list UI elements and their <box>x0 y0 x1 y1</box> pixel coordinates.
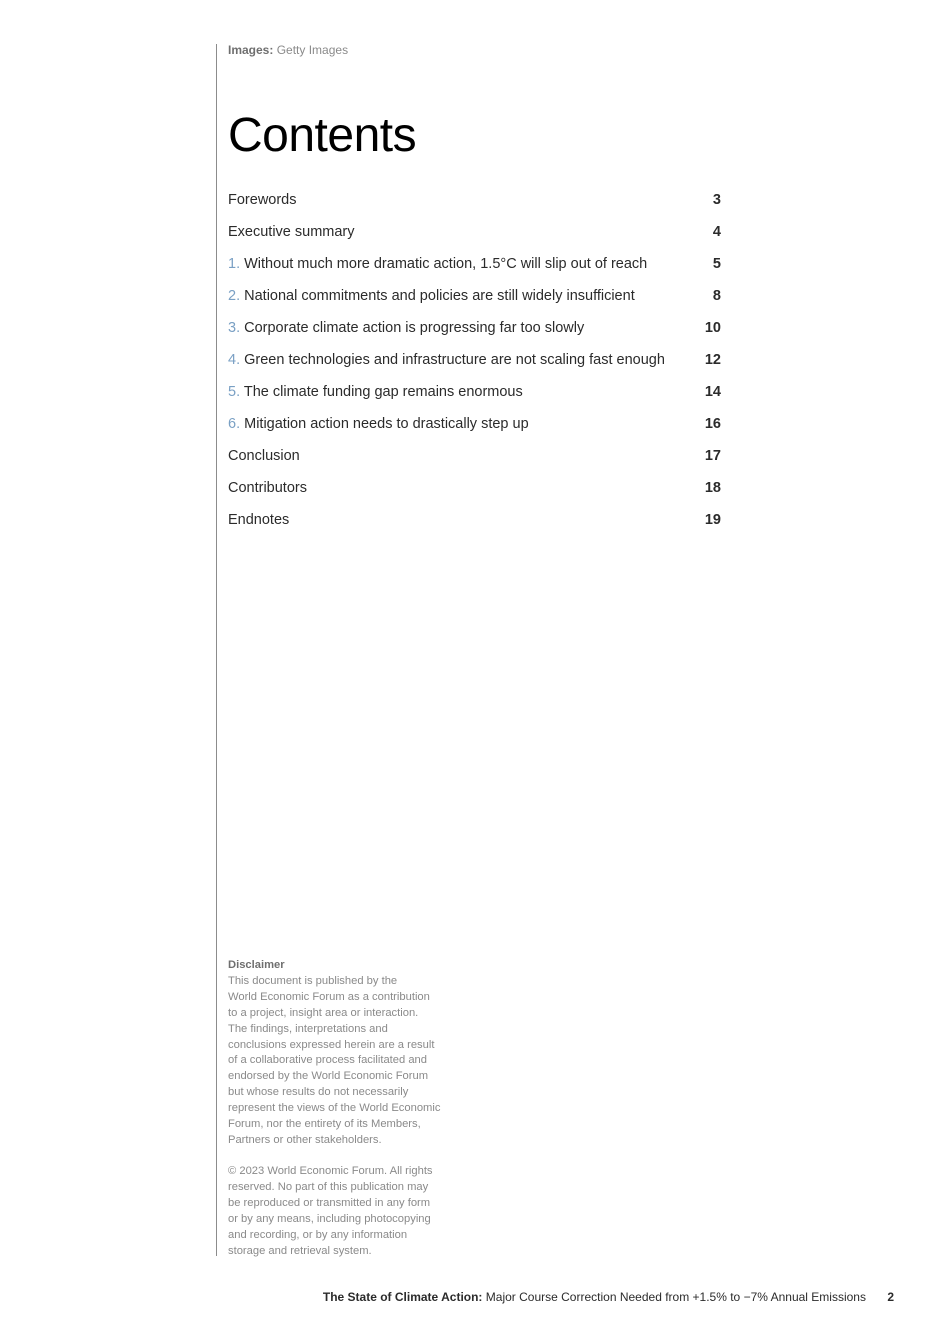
image-credit-value: Getty Images <box>276 43 349 57</box>
disclaimer <box>228 958 458 1260</box>
toc-item-label <box>228 252 647 276</box>
toc-item-label <box>228 188 297 212</box>
image-credit-label: Images: <box>228 43 274 57</box>
toc-item-label <box>228 412 529 436</box>
toc-item-page: 18 <box>704 480 721 496</box>
toc-item-section-2[interactable] <box>228 284 721 316</box>
toc-item-label <box>228 380 523 404</box>
toc-item-label <box>228 284 635 308</box>
toc-item-executive-summary[interactable] <box>228 220 721 252</box>
toc-item-text: The climate funding gap remains enormous <box>243 384 523 400</box>
toc-item-contributors[interactable] <box>228 476 721 508</box>
toc-item-text: National commitments and policies are still widely insufficient <box>244 288 635 304</box>
toc-item-text: Contributors <box>228 480 307 496</box>
toc-item-page: 16 <box>704 416 721 432</box>
toc-item-page: 5 <box>712 256 721 272</box>
toc-item-number: 4. <box>228 352 241 368</box>
toc-item-text: Conclusion <box>228 448 300 464</box>
disclaimer-heading: Disclaimer <box>228 959 285 971</box>
toc-item-label <box>228 348 665 372</box>
toc-item-label <box>228 508 289 532</box>
toc-item-number: 3. <box>228 320 241 336</box>
toc-item-label <box>228 476 307 500</box>
toc-item-page: 10 <box>704 320 721 336</box>
page-title: Contents <box>228 109 417 162</box>
toc-item-number: 2. <box>228 288 241 304</box>
copyright-notice: © 2023 World Economic Forum. All rights reserved. No part of this publication may be reproduced or transmitted in any form or by any means, including photocopying and recording, or by any information storage and retrieval system. <box>228 1165 433 1257</box>
image-credit <box>228 42 348 58</box>
page-footer <box>323 1289 894 1305</box>
left-margin-rule <box>216 44 217 1256</box>
toc-item-label <box>228 444 300 468</box>
toc-item-page: 8 <box>712 288 721 304</box>
toc-item-page: 14 <box>704 384 721 400</box>
toc-item-conclusion[interactable] <box>228 444 721 476</box>
toc-item-text: Endnotes <box>228 512 290 528</box>
toc-item-text: Corporate climate action is progressing far too slowly <box>244 320 585 336</box>
toc-item-text: Forewords <box>228 192 297 208</box>
table-of-contents <box>228 188 721 540</box>
toc-item-page: 12 <box>704 352 721 368</box>
toc-item-number: 1. <box>228 256 241 272</box>
toc-item-label <box>228 220 355 244</box>
toc-item-label <box>228 316 584 340</box>
toc-item-text: Green technologies and infrastructure are not scaling fast enough <box>244 352 665 368</box>
toc-item-page: 3 <box>712 192 721 208</box>
toc-item-text: Without much more dramatic action, 1.5°C will slip out of reach <box>244 256 648 272</box>
toc-item-text: Mitigation action needs to drastically step up <box>244 416 529 432</box>
toc-item-endnotes[interactable] <box>228 508 721 540</box>
toc-item-page: 4 <box>712 224 721 240</box>
toc-item-section-4[interactable] <box>228 348 721 380</box>
toc-item-section-5[interactable] <box>228 380 721 412</box>
toc-item-section-1[interactable] <box>228 252 721 284</box>
toc-item-page: 19 <box>704 512 721 528</box>
toc-item-number: 5. <box>228 384 241 400</box>
footer-title-bold: The State of Climate Action: <box>322 1290 483 1304</box>
page-number: 2 <box>887 1290 894 1304</box>
toc-item-forewords[interactable] <box>228 188 721 220</box>
footer-title-rest: Major Course Correction Needed from +1.5% to −7% Annual Emissions <box>485 1290 866 1304</box>
toc-item-section-3[interactable] <box>228 316 721 348</box>
toc-item-number: 6. <box>228 416 241 432</box>
disclaimer-body: This document is published by the World Economic Forum as a contribution to a project, insight area or interaction. The findings, interpretations and conclusions expressed herein are a result of a collaborative process facilitated and endorsed by the World Economic Forum but whose results do not necessarily represent the views of the World Economic Forum, nor the entirety of its Members, Partners or other stakeholders. <box>228 974 441 1146</box>
toc-item-section-6[interactable] <box>228 412 721 444</box>
toc-item-page: 17 <box>704 448 721 464</box>
toc-item-text: Executive summary <box>228 224 355 240</box>
